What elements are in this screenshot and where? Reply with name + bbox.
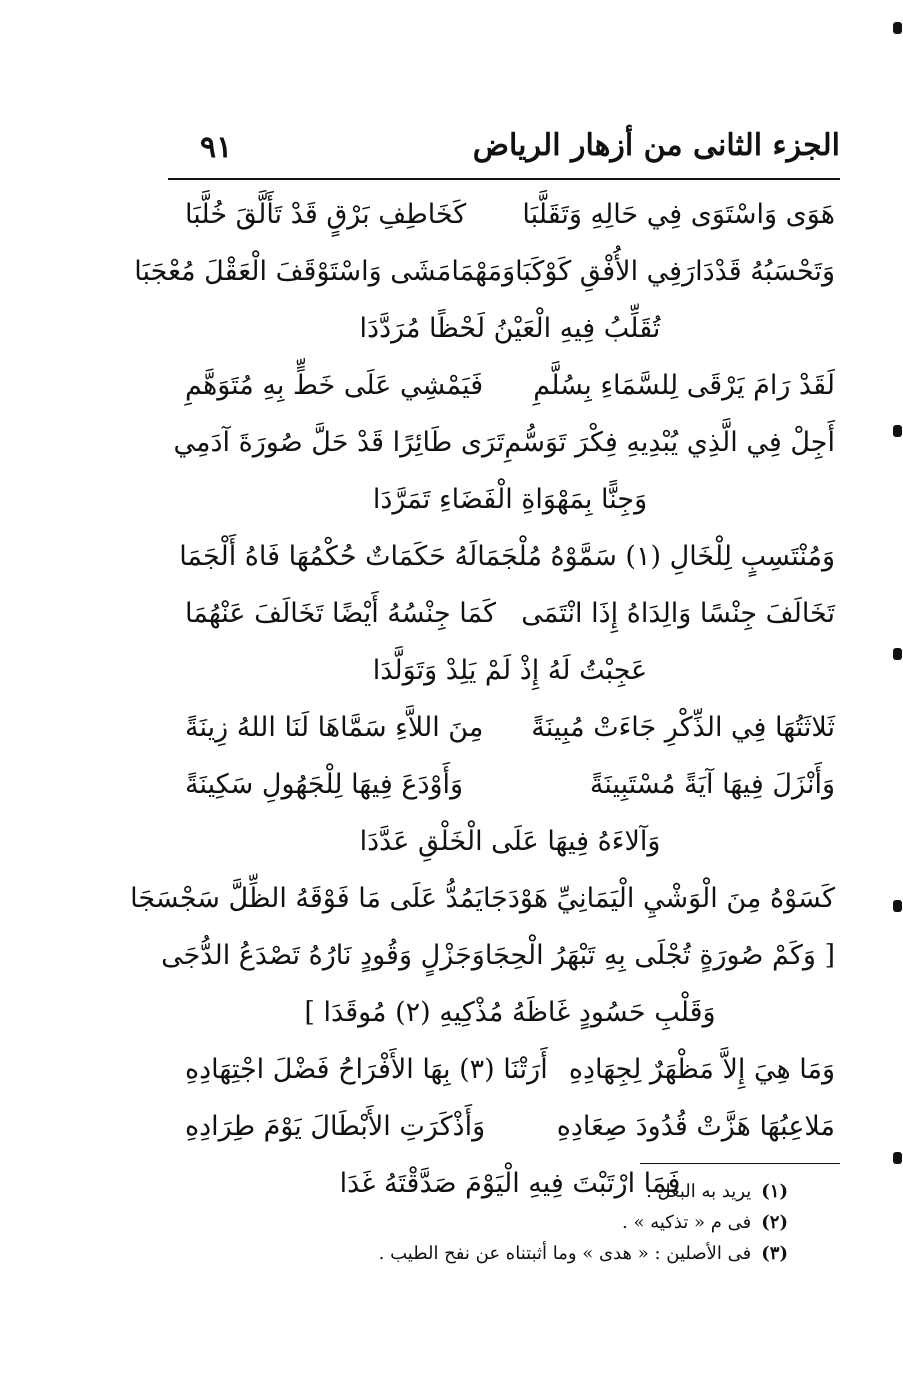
second-hemistich: وَجَزْلٍ وَقُودٍ نَارُهُ تَصْدَعُ الدُّجَى bbox=[161, 940, 485, 971]
second-hemistich: كَخَاطِفِ بَرْقٍ قَدْ تَأَلَّقَ خُلَّبَا bbox=[185, 199, 467, 230]
second-hemistich: كَمَا جِنْسُهُ أَيْضًا تَخَالَفَ عَنْهُمَا bbox=[185, 598, 496, 629]
first-hemistich: أَجِلْ فِي الَّذِي يُبْدِيهِ فِكْرَ تَوَسُّمِ bbox=[504, 427, 835, 458]
footnote-rule bbox=[640, 1163, 840, 1164]
refrain-line: عَجِبْتُ لَهُ إِذْ لَمْ يَلِدْ وَتَوَلَّدَا bbox=[372, 655, 648, 686]
verse-line bbox=[185, 186, 835, 243]
verse-line bbox=[185, 1041, 835, 1098]
refrain-line: وَجِنًّا بِمَهْوَاةِ الْفَضَاءِ تَمَرَّدَا bbox=[372, 484, 648, 515]
footnote bbox=[188, 1207, 788, 1238]
refrain-line: فَمَا ارْتَبْتَ فِيهِ الْيَوْمَ صَدَّقْتَهُ غَدَا bbox=[339, 1168, 681, 1199]
first-hemistich: وَأَنْزَلَ فِيهَا آيَةً مُسْتَبِينَةً bbox=[589, 769, 835, 800]
first-hemistich: لَقَدْ رَامَ يَرْقَى لِلسَّمَاءِ بِسُلَّمِ bbox=[533, 370, 835, 401]
second-hemistich: مِنَ اللاَّءِ سَمَّاهَا لَنَا اللهُ زِينَةً bbox=[185, 712, 484, 743]
second-hemistich: فَيَمْشِي عَلَى خَطٍّ بِهِ مُتَوَهَّمِ bbox=[185, 370, 484, 401]
footnote-text: فى م « تذكيه » . bbox=[622, 1212, 752, 1233]
scan-edge-mark bbox=[893, 648, 902, 660]
footnotes bbox=[188, 1176, 788, 1269]
verse-line bbox=[185, 357, 835, 414]
first-hemistich: وَتَحْسَبُهُ قَدْدَارَفِي الأُفْقِ كَوْكَبَا bbox=[515, 256, 835, 287]
verse-line bbox=[130, 870, 835, 927]
footnote-number: (٣) bbox=[761, 1243, 788, 1264]
second-hemistich: تَرَى طَائِرًا قَدْ حَلَّ صُورَةَ آدَمِي bbox=[173, 427, 505, 458]
first-hemistich: [ وَكَمْ صُورَةٍ تُجْلَى بِهِ تَبْهَرُ الْحِجَا bbox=[484, 940, 835, 971]
refrain-line: وَقَلْبِ حَسُودٍ غَاظَهُ مُذْكِيهِ (٢) مُوقَدَا ] bbox=[304, 997, 716, 1028]
scan-edge-mark bbox=[893, 900, 902, 912]
footnote bbox=[188, 1238, 788, 1269]
verse-line bbox=[134, 243, 835, 300]
second-hemistich: يَمُدُّ عَلَى مَا فَوْقَهُ الظِّلَّ سَجْسَجَا bbox=[130, 883, 483, 914]
scan-edge-mark bbox=[893, 425, 902, 437]
first-hemistich: هَوَى وَاسْتَوَى فِي حَالِهِ وَتَقَلَّبَا bbox=[522, 199, 835, 230]
verse-line bbox=[179, 528, 835, 585]
verse-line bbox=[161, 927, 835, 984]
first-hemistich: مَلاعِبُهَا هَزَّتْ قُدُودَ صِعَادِهِ bbox=[556, 1111, 835, 1142]
second-hemistich: وَمَهْمَامَشَى وَاسْتَوْقَفَ الْعَقْلَ مُعْجَبَا bbox=[134, 256, 516, 287]
page-number: ٩١ bbox=[200, 130, 233, 165]
header-rule bbox=[168, 178, 840, 180]
first-hemistich: وَمُنْتَسِبٍ لِلْخَالِ (١) سَمَّوْهُ مُلْجَمَا bbox=[477, 541, 835, 572]
footnote bbox=[188, 1176, 788, 1207]
footnote-text: يريد به البغل . bbox=[646, 1181, 752, 1202]
refrain-line: وَآلاءَهُ فِيهَا عَلَى الْخَلْقِ عَدَّدَا bbox=[359, 826, 661, 857]
running-title: الجزء الثانى من أزهار الرياض bbox=[472, 128, 840, 163]
scan-edge-mark bbox=[893, 22, 902, 34]
verse-line bbox=[185, 1098, 835, 1155]
first-hemistich: كَسَوْهُ مِنَ الْوَشْيِ الْيَمَانِيِّ هَوْدَجَا bbox=[482, 883, 835, 914]
verse-line bbox=[185, 699, 835, 756]
second-hemistich: وَأَوْدَعَ فِيهَا لِلْجَهُولِ سَكِينَةً bbox=[185, 769, 464, 800]
poem-body bbox=[130, 186, 835, 1212]
verse-line bbox=[173, 414, 835, 471]
verse-line bbox=[185, 756, 835, 813]
page-header bbox=[160, 128, 840, 172]
first-hemistich: تَخَالَفَ جِنْسًا وَالِدَاهُ إِذَا انْتَمَى bbox=[521, 598, 835, 629]
second-hemistich: لَهُ حَكَمَاتٌ حُكْمُهَا فَاهُ أَلْجَمَا bbox=[179, 541, 478, 572]
footnote-number: (١) bbox=[761, 1181, 788, 1202]
first-hemistich: وَمَا هِيَ إِلاَّ مَظْهَرٌ لِجِهَادِهِ bbox=[568, 1054, 835, 1085]
first-hemistich: ثَلاثَتُهَا فِي الذِّكْرِ جَاءَتْ مُبِينَةً bbox=[531, 712, 835, 743]
second-hemistich: وَأَذْكَرَتِ الأَبْطَالَ يَوْمَ طِرَادِهِ bbox=[185, 1111, 486, 1142]
footnote-text: فى الأصلين : « هدى » وما أثبتناه عن نفح الطيب . bbox=[378, 1243, 752, 1264]
scan-edge-mark bbox=[893, 1152, 902, 1164]
footnote-number: (٢) bbox=[761, 1212, 788, 1233]
verse-line bbox=[185, 585, 835, 642]
refrain-line: تُقَلِّبُ فِيهِ الْعَيْنُ لَحْظًا مُرَدَّدَا bbox=[359, 313, 661, 344]
second-hemistich: أَرَتْنَا (٣) بِهَا الأَفْرَاحُ فَضْلَ اجْتِهَادِهِ bbox=[185, 1054, 548, 1085]
